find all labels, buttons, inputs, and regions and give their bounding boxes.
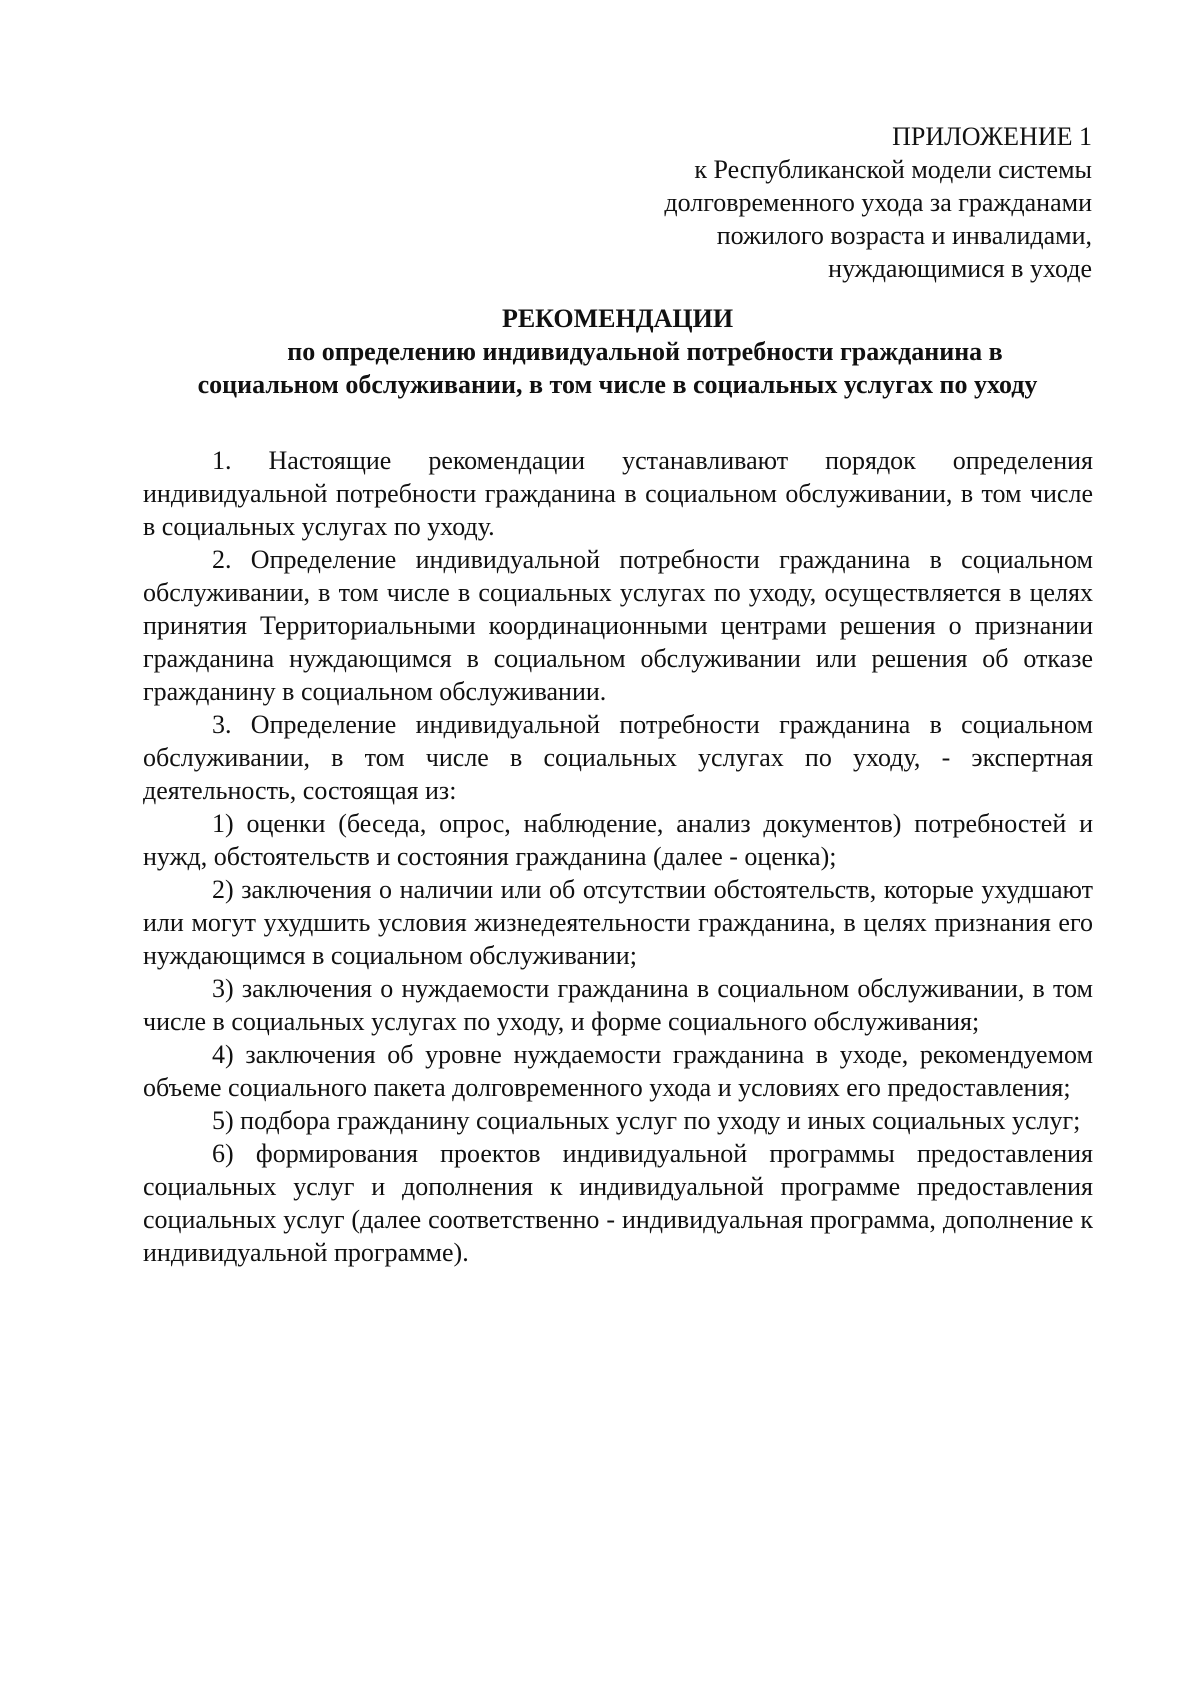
appendix-reference-line: к Республиканской модели системы — [694, 155, 1092, 184]
appendix-reference-line: долговременного ухода за гражданами — [664, 188, 1092, 217]
list-item-5: 5) подбора гражданину социальных услуг по уходу и иных социальных услуг; — [212, 1106, 1081, 1135]
list-item-2: 2) заключения о наличии или об отсутствии обстоятельств, которые ухудшают или могут ухудшить условия жизнедеятельности гражданина, в целях признания его нуждающимся в социальном обслуживании; — [143, 875, 1093, 970]
document-body — [143, 444, 1093, 1269]
appendix-header — [532, 120, 1092, 285]
paragraph-2: 2. Определение индивидуальной потребности гражданина в социальном обслуживании, в том числе в социальных услугах по уходу, осуществляется в целях принятия Территориальными координационными центрами решения о признании гражданина нуждающимся в социальном обслуживании или решения об отказе гражданину в социальном обслуживании. — [143, 545, 1093, 706]
appendix-reference-line: нуждающимися в уходе — [828, 254, 1092, 283]
appendix-reference-line: пожилого возраста и инвалидами, — [716, 221, 1092, 250]
paragraph-3: 3. Определение индивидуальной потребности гражданина в социальном обслуживании, в том числе в социальных услугах по уходу, - экспертная деятельность, состоящая из: — [143, 710, 1093, 805]
title-subtitle-line: социальном обслуживании, в том числе в социальных услугах по уходу — [197, 370, 1038, 399]
list-item-3: 3) заключения о нуждаемости гражданина в социальном обслуживании, в том числе в социальных услугах по уходу, и форме социального обслуживания; — [143, 974, 1093, 1036]
document-title — [140, 302, 1095, 401]
list-item-1: 1) оценки (беседа, опрос, наблюдение, анализ документов) потребностей и нужд, обстоятельств и состояния гражданина (далее - оценка); — [143, 809, 1093, 871]
appendix-number: ПРИЛОЖЕНИЕ 1 — [892, 122, 1092, 151]
title-heading: РЕКОМЕНДАЦИИ — [501, 304, 734, 333]
list-item-6: 6) формирования проектов индивидуальной программы предоставления социальных услуг и дополнения к индивидуальной программе предоставления социальных услуг (далее соответственно - индивидуальная программа, дополнение к индивидуальной программе). — [143, 1139, 1093, 1267]
title-subtitle-line: по определению индивидуальной потребности гражданина в — [287, 337, 1003, 366]
paragraph-1: 1. Настоящие рекомендации устанавливают порядок определения индивидуальной потребности гражданина в социальном обслуживании, в том числе в социальных услугах по уходу. — [143, 446, 1093, 541]
list-item-4: 4) заключения об уровне нуждаемости гражданина в уходе, рекомендуемом объеме социального пакета долговременного ухода и условиях его предоставления; — [143, 1040, 1093, 1102]
